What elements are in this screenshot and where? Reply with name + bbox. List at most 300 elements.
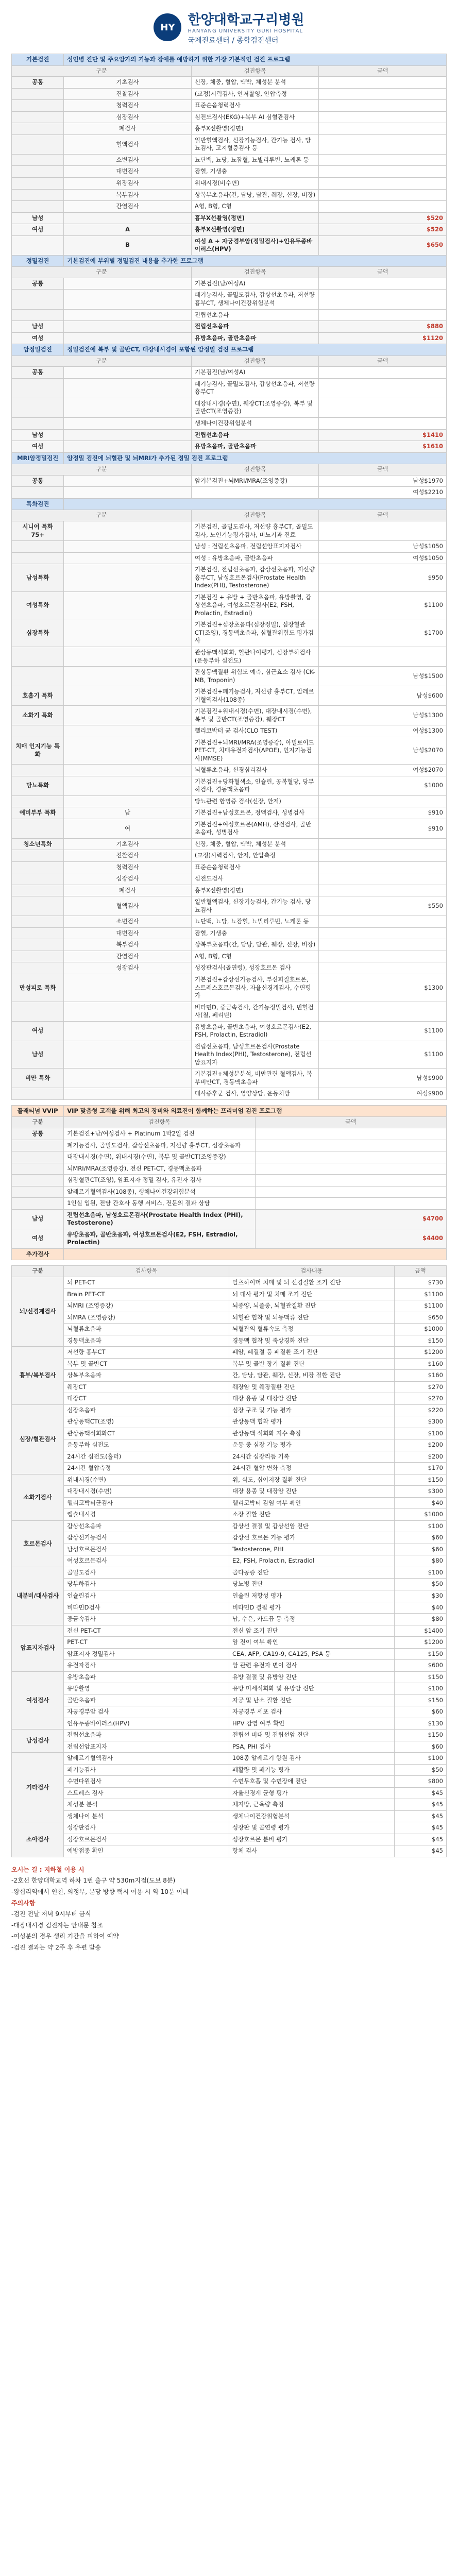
test-name: 심장초음파: [64, 1404, 229, 1416]
row-category: [12, 418, 64, 430]
table-row: [12, 1416, 447, 1428]
row-price: $30: [394, 1590, 446, 1602]
row-price: [319, 795, 447, 807]
test-desc: 뇌 대사 평가 및 치매 조기 진단: [229, 1289, 395, 1300]
test-desc: 폐활량 및 폐기능 평가: [229, 1764, 395, 1776]
row-price: [319, 873, 447, 885]
row-category: 공통: [12, 77, 64, 89]
row-price: [319, 77, 447, 89]
row-category: 당뇨특화: [12, 776, 64, 795]
checkup-program-table: [11, 54, 447, 1100]
row-items: 기본검진, 전립선초음파, 갑상선초음파, 저선량 흉부CT, 남성호르몬검사(Prostate Health Index(PHI), Testosterone): [191, 564, 319, 592]
table-row: [12, 1439, 447, 1451]
table-row: [12, 487, 447, 499]
row-price: [319, 100, 447, 112]
row-price: 남성$1500: [319, 667, 447, 686]
test-desc: 관상동맥 석회화 지수 측정: [229, 1428, 395, 1439]
row-category: [12, 166, 64, 178]
row-subcategory: [64, 418, 192, 430]
row-price: $1100: [394, 1300, 446, 1312]
test-name: 성장호르몬검사: [64, 1834, 229, 1845]
table-row: [12, 1088, 447, 1100]
table-row: [12, 819, 447, 838]
row-category: 남성: [12, 429, 64, 441]
test-name: 알레르기혈액검사: [64, 1753, 229, 1765]
table-row: [12, 1706, 447, 1718]
col-price: 금액: [319, 267, 447, 278]
row-category: 여성: [12, 332, 64, 344]
test-desc: 알츠하이머 치매 및 뇌 신경질환 조기 진단: [229, 1277, 395, 1289]
row-subcategory: 심장검사: [64, 111, 192, 123]
row-category: 여성검사: [12, 1671, 64, 1730]
total-row: [12, 321, 447, 333]
row-category: [12, 1163, 64, 1175]
note-line: -여성분의 경우 생리 기간을 피하여 예약: [11, 1933, 119, 1940]
row-items: 전립선초음파: [191, 309, 319, 321]
table-row: [12, 1660, 447, 1672]
table-row: [12, 1625, 447, 1637]
brand-name-en: HANYANG UNIVERSITY GURI HOSPITAL: [188, 28, 303, 34]
row-subcategory: 심장검사: [64, 873, 192, 885]
row-category: 소화기 특화: [12, 706, 64, 725]
row-items: 관상동맥석회화, 혈관나이평가, 심장부하검사(운동부하 심전도): [191, 647, 319, 667]
program-title: 특화검진: [12, 498, 64, 510]
row-price: [319, 88, 447, 100]
table-row: [12, 77, 447, 89]
row-items: 기본검진+당화혈색소, 인슐린, 공복혈당, 당부하검사, 경동맥초음파: [191, 776, 319, 795]
table-row: [12, 1799, 447, 1811]
row-price: $150: [394, 1335, 446, 1347]
table-row: [12, 88, 447, 100]
test-name: 자궁경부암 검사: [64, 1706, 229, 1718]
row-category: 여성특화: [12, 591, 64, 619]
row-price: [319, 927, 447, 939]
total-row: [12, 332, 447, 344]
program-description: 기본검진에 부위별 정밀검진 내용을 추가한 프로그램: [64, 255, 447, 267]
row-price: $650: [319, 235, 447, 255]
row-category: [12, 850, 64, 862]
test-desc: 자궁 및 난소 질환 진단: [229, 1694, 395, 1706]
row-subcategory: [64, 309, 192, 321]
row-category: [12, 309, 64, 321]
table-row: [12, 1614, 447, 1625]
table-row: [12, 1520, 447, 1532]
row-items: 기본검진+뇌MRI/MRA(조영증강), 아밀로이드 PET-CT, 치매유전자검사(APOE), 인지기능검사(MMSE): [191, 737, 319, 765]
test-desc: 위, 식도, 십이지장 질환 진단: [229, 1474, 395, 1486]
program-description: 암정밀 검진에 뇌혈관 및 뇌MRI가 추가된 정밀 검진 프로그램: [64, 452, 447, 464]
row-subcategory: 간염검사: [64, 201, 192, 213]
table-row: [12, 1671, 447, 1683]
row-items: 일반혈액검사, 신장기능검사, 간기능 검사, 당뇨검사, 고지혈증검사 등: [191, 134, 319, 154]
row-items: 대장내시경(수면), 췌장CT(조영증강), 복부 및 골반CT(조영증강): [191, 398, 319, 417]
column-header-row: [12, 510, 447, 521]
row-items: 흉부X선촬영(정면): [191, 224, 319, 236]
note-line: 오시는 길 : 지하철 이용 시: [11, 1866, 84, 1873]
table-row: [12, 795, 447, 807]
row-price: $1100: [394, 1289, 446, 1300]
brand-name-ko: 한양대학교구리병원: [188, 12, 304, 28]
row-price: [319, 309, 447, 321]
table-row: [12, 1590, 447, 1602]
row-category: [12, 134, 64, 154]
row-price: $150: [394, 1730, 446, 1741]
test-desc: 췌장암 및 췌장질환 진단: [229, 1381, 395, 1393]
test-desc: 당뇨병 진단: [229, 1579, 395, 1590]
row-price: 여성$1050: [319, 552, 447, 564]
test-name: 성장판검사: [64, 1822, 229, 1834]
row-price: $4700: [255, 1209, 446, 1229]
test-name: 유방촬영: [64, 1683, 229, 1695]
row-category: 남성검사: [12, 1730, 64, 1753]
row-price: 여성$900: [319, 1088, 447, 1100]
row-items: 상복부초음파(간, 담낭, 담관, 췌장, 신장, 비장): [191, 939, 319, 951]
row-price: $4400: [255, 1229, 446, 1248]
col-items: 검진항목: [191, 510, 319, 521]
row-price: $220: [394, 1404, 446, 1416]
table-row: [12, 1186, 447, 1198]
row-subcategory: [64, 441, 192, 453]
row-subcategory: 진찰검사: [64, 850, 192, 862]
test-desc: 심장 구조 및 기능 평가: [229, 1404, 395, 1416]
row-subcategory: 소변검사: [64, 154, 192, 166]
test-name: 수면다원검사: [64, 1776, 229, 1788]
row-subcategory: [64, 487, 192, 499]
row-price: [319, 201, 447, 213]
row-subcategory: [64, 521, 192, 541]
row-category: [12, 725, 64, 737]
test-name: 골반초음파: [64, 1694, 229, 1706]
test-name: 암표지자 정밀검사: [64, 1648, 229, 1660]
col-category: 구분: [12, 464, 192, 476]
row-items: 성장판검사(골연령), 성장호르몬 검사: [191, 962, 319, 974]
total-row: [12, 1209, 447, 1229]
row-category: [12, 100, 64, 112]
row-subcategory: [64, 564, 192, 592]
table-row: [12, 1683, 447, 1695]
table-row: [12, 647, 447, 667]
table-row: [12, 1347, 447, 1359]
table-row: [12, 765, 447, 776]
row-items: 유방초음파, 골반초음파, 여성호르몬검사(E2, FSH, Prolactin, Estradiol): [191, 1021, 319, 1041]
row-category: 공통: [12, 367, 64, 379]
column-header-row: [12, 464, 447, 476]
row-items: 대장내시경(수면), 위내시경(수면), 복부 및 골반CT(조영증강): [64, 1151, 255, 1163]
note-line: -검진 전날 저녁 9시부터 금식: [11, 1910, 91, 1918]
row-items: 폐기능검사, 골밀도검사, 갑상선초음파, 저선량 흉부CT, 심장초음파: [64, 1140, 255, 1151]
row-price: [319, 838, 447, 850]
test-name: 24시간 혈압측정: [64, 1463, 229, 1475]
test-desc: 복부 및 골반 장기 질환 진단: [229, 1358, 395, 1370]
test-desc: 뇌혈관의 혈류속도 측정: [229, 1324, 395, 1335]
row-subcategory: 복부검사: [64, 939, 192, 951]
table-row: [12, 776, 447, 795]
table-row: [12, 1002, 447, 1021]
row-category: [12, 939, 64, 951]
test-name: 뇌MRI (조영증강): [64, 1300, 229, 1312]
test-name: 폐기능검사: [64, 1764, 229, 1776]
row-items: 신장, 체중, 혈압, 맥박, 체성분 분석: [191, 838, 319, 850]
row-items: 뇌혈류초음파, 신경심리검사: [191, 765, 319, 776]
row-price: 남성$2070: [319, 737, 447, 765]
row-items: 기본검진+폐기능검사, 저선량 흉부CT, 알레르기혈액검사(108종): [191, 686, 319, 706]
row-category: [12, 178, 64, 190]
table-row: [12, 1021, 447, 1041]
row-items: 기본검진+위내시경(수면), 대장내시경(수면), 복부 및 골반CT(조영증강), 췌장CT: [191, 706, 319, 725]
program-title: 정밀검진: [12, 255, 64, 267]
test-name: 저선량 흉부CT: [64, 1347, 229, 1359]
table-row: [12, 1509, 447, 1521]
row-items: 전립선초음파, 남성호르몬검사(Prostate Health Index (PHI), Testosterone): [64, 1209, 255, 1229]
col-price: 금액: [255, 1117, 446, 1128]
row-items: 뇌MRI/MRA(조영증강), 전신 PET-CT, 경동맥초음파: [64, 1163, 255, 1175]
col-price: 금액: [319, 355, 447, 367]
table-row: [12, 927, 447, 939]
test-desc: 간, 담낭, 담관, 췌장, 신장, 비장 질환 진단: [229, 1370, 395, 1382]
table-row: [12, 873, 447, 885]
program-title: 기본검진: [12, 54, 64, 66]
row-items: 당뇨관련 합병증 검사(신장, 안저): [191, 795, 319, 807]
row-category: [12, 189, 64, 201]
row-price: $40: [394, 1602, 446, 1614]
table-row: [12, 1300, 447, 1312]
program-header-row: [12, 1105, 447, 1117]
total-row: [12, 224, 447, 236]
row-price: [319, 916, 447, 928]
row-category: [12, 1151, 64, 1163]
program-header-row: [12, 54, 447, 66]
test-name: 비타민D검사: [64, 1602, 229, 1614]
test-desc: E2, FSH, Prolactin, Estradiol: [229, 1555, 395, 1567]
row-price: $80: [394, 1614, 446, 1625]
table-row: [12, 541, 447, 553]
test-name: 유방초음파: [64, 1671, 229, 1683]
row-items: 생체나이건강위험분석: [191, 418, 319, 430]
col-items: 검진항목: [64, 1117, 255, 1128]
row-items: 상복부초음파(간, 담낭, 담관, 췌장, 신장, 비장): [191, 189, 319, 201]
row-subcategory: [64, 290, 192, 309]
col-test-desc: 검사내용: [229, 1266, 395, 1277]
test-desc: 자궁경부 세포 검사: [229, 1706, 395, 1718]
row-category: 여성: [12, 1021, 64, 1041]
row-price: [255, 1198, 446, 1210]
row-price: 여성$1300: [319, 725, 447, 737]
row-subcategory: 위장검사: [64, 178, 192, 190]
table-row: [12, 591, 447, 619]
test-desc: 전신 암 조기 진단: [229, 1625, 395, 1637]
table-row: [12, 290, 447, 309]
test-name: 유전자검사: [64, 1660, 229, 1672]
note-line: -대장내시경 검진자는 안내문 참조: [11, 1921, 104, 1929]
col-price: 금액: [319, 464, 447, 476]
row-category: 여성: [12, 441, 64, 453]
row-price: [319, 166, 447, 178]
row-price: $1100: [319, 1041, 447, 1069]
table-row: [12, 1151, 447, 1163]
row-price: $270: [394, 1393, 446, 1405]
test-name: 인유두종바이러스(HPV): [64, 1718, 229, 1730]
row-price: [319, 189, 447, 201]
row-subcategory: [64, 725, 192, 737]
test-name: 스트레스 검사: [64, 1787, 229, 1799]
row-subcategory: 청력검사: [64, 861, 192, 873]
column-header-row: [12, 355, 447, 367]
col-items: 검진항목: [191, 65, 319, 77]
row-price: 남성$1050: [319, 541, 447, 553]
row-category: [12, 873, 64, 885]
row-items: 폐기능검사, 골밀도검사, 갑상선초음파, 저선량흉부CT: [191, 378, 319, 398]
row-subcategory: 복부검사: [64, 189, 192, 201]
row-items: 알레르기혈액검사(108종), 생체나이건강위험분석: [64, 1186, 255, 1198]
row-items: 기본검진+남/여성검사 + Platinum 1박2일 검진: [64, 1128, 255, 1140]
row-price: 남성$1970: [319, 475, 447, 487]
table-row: [12, 916, 447, 928]
row-price: [319, 154, 447, 166]
table-row: [12, 1312, 447, 1324]
row-category: 흉부/복부검사: [12, 1347, 64, 1405]
row-items: 기본검진+심장초음파(심장정밀), 심장혈관CT(조영), 경동맥초음파, 심혈관위험도 평가검사: [191, 619, 319, 647]
row-subcategory: [64, 667, 192, 686]
col-price: 금액: [319, 65, 447, 77]
col-category: 구분: [12, 1117, 64, 1128]
table-row: [12, 1370, 447, 1382]
row-price: $45: [394, 1822, 446, 1834]
program-header-row: [12, 255, 447, 267]
row-price: [255, 1175, 446, 1187]
test-name: 체성분 분석: [64, 1799, 229, 1811]
program-title: 암정밀검진: [12, 344, 64, 356]
row-category: [12, 927, 64, 939]
table-row: [12, 189, 447, 201]
row-items: 전립선초음파, 남성호르몬검사(Prostate Health Index(PHI), Testosterone), 전립선암표지자: [191, 1041, 319, 1069]
test-name: 캡슐내시경: [64, 1509, 229, 1521]
test-desc: 대장 용종 및 대장암 진단: [229, 1486, 395, 1498]
test-desc: 생체나이건강위험분석: [229, 1810, 395, 1822]
table-row: [12, 1694, 447, 1706]
test-name: 뇌MRA (조영증강): [64, 1312, 229, 1324]
test-desc: Testosterone, PHI: [229, 1544, 395, 1555]
row-subcategory: 남: [64, 807, 192, 819]
test-desc: 암 관련 유전자 변이 검사: [229, 1660, 395, 1672]
col-price: 금액: [394, 1266, 446, 1277]
table-row: [12, 1544, 447, 1555]
test-name: 운동부하 심전도: [64, 1439, 229, 1451]
row-category: 소아검사: [12, 1822, 64, 1857]
table-row: [12, 1753, 447, 1765]
row-price: $100: [394, 1683, 446, 1695]
row-price: [319, 398, 447, 417]
test-desc: CEA, AFP, CA19-9, CA125, PSA 등: [229, 1648, 395, 1660]
row-category: 여성: [12, 224, 64, 236]
row-subcategory: [64, 378, 192, 398]
row-price: [319, 885, 447, 896]
test-name: 위내시경(수면): [64, 1474, 229, 1486]
row-price: [319, 1002, 447, 1021]
test-desc: 소장 질환 진단: [229, 1509, 395, 1521]
table-row: [12, 1393, 447, 1405]
table-row: [12, 134, 447, 154]
table-row: [12, 1486, 447, 1498]
table-row: [12, 123, 447, 135]
additional-tests-table: [11, 1265, 447, 1857]
row-price: $600: [394, 1660, 446, 1672]
row-category: [12, 1175, 64, 1187]
test-name: 골밀도검사: [64, 1567, 229, 1579]
row-subcategory: [64, 398, 192, 417]
row-items: (교정)시력검사, 안저, 안압측정: [191, 850, 319, 862]
row-price: [255, 1163, 446, 1175]
row-price: [319, 378, 447, 398]
total-row: [12, 212, 447, 224]
row-price: $1410: [319, 429, 447, 441]
row-subcategory: [64, 367, 192, 379]
test-desc: 24시간 심장리듬 기록: [229, 1451, 395, 1463]
table-row: [12, 896, 447, 916]
test-name: 24시간 심전도(홀터): [64, 1451, 229, 1463]
logo-text: HY: [160, 22, 175, 33]
row-subcategory: [64, 776, 192, 795]
row-price: $200: [394, 1451, 446, 1463]
table-row: [12, 974, 447, 1002]
test-name: 남성호르몬검사: [64, 1544, 229, 1555]
test-name: 대장내시경(수면): [64, 1486, 229, 1498]
test-name: PET-CT: [64, 1637, 229, 1649]
row-price: [255, 1140, 446, 1151]
test-name: 상복부초음파: [64, 1370, 229, 1382]
table-row: [12, 1730, 447, 1741]
row-category: [12, 541, 64, 553]
row-category: 예비부부 특화: [12, 807, 64, 819]
row-items: 기본검진(남/여성A): [191, 278, 319, 290]
row-category: 심장특화: [12, 619, 64, 647]
row-price: $150: [394, 1671, 446, 1683]
table-row: [12, 939, 447, 951]
row-price: $950: [319, 564, 447, 592]
row-price: $800: [394, 1776, 446, 1788]
table-row: [12, 1822, 447, 1834]
test-name: 경동맥초음파: [64, 1335, 229, 1347]
table-row: [12, 367, 447, 379]
column-header-row: [12, 1117, 447, 1128]
row-category: 호흡기 특화: [12, 686, 64, 706]
test-name: 전신 PET-CT: [64, 1625, 229, 1637]
row-subcategory: 기초검사: [64, 838, 192, 850]
row-price: $45: [394, 1834, 446, 1845]
col-category: 구분: [12, 65, 192, 77]
row-price: $100: [394, 1520, 446, 1532]
table-row: [12, 1069, 447, 1088]
table-row: [12, 378, 447, 398]
program-description: [64, 498, 447, 510]
row-subcategory: 여: [64, 819, 192, 838]
row-subcategory: [64, 321, 192, 333]
test-desc: 대장 용종 및 대장암 진단: [229, 1393, 395, 1405]
row-subcategory: B: [64, 235, 192, 255]
row-items: 심전도검사: [191, 873, 319, 885]
table-row: [12, 1335, 447, 1347]
row-subcategory: [64, 647, 192, 667]
row-category: [12, 795, 64, 807]
row-subcategory: [64, 1069, 192, 1088]
row-items: 폐기능검사, 골밀도검사, 갑상선초음파, 저선량흉부CT, 생체나이건강위험분석: [191, 290, 319, 309]
row-category: [12, 1140, 64, 1151]
row-price: 여성$2210: [319, 487, 447, 499]
row-category: 소화기검사: [12, 1474, 64, 1520]
row-price: $150: [394, 1474, 446, 1486]
table-row: [12, 166, 447, 178]
table-row: [12, 154, 447, 166]
row-price: $550: [319, 896, 447, 916]
table-row: [12, 1637, 447, 1649]
